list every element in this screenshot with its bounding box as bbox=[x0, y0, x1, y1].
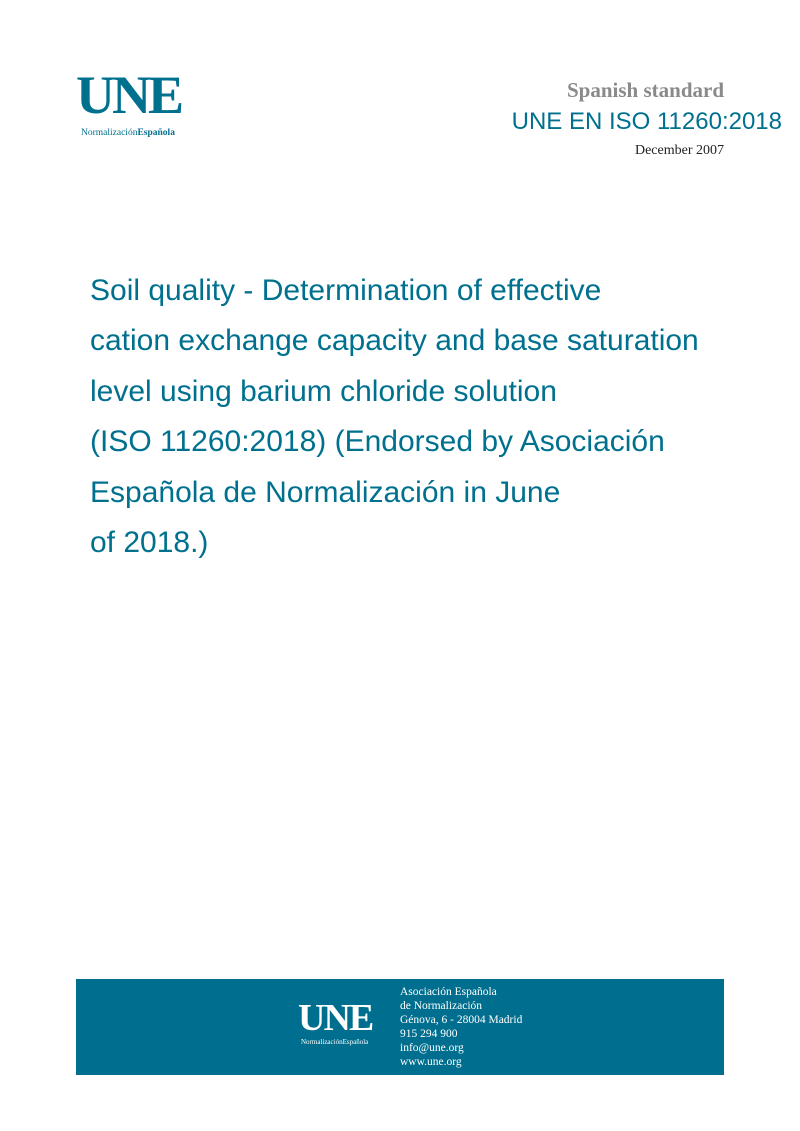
title-line: level using barium chloride solution bbox=[90, 374, 557, 408]
title-line: cation exchange capacity and base saturation bbox=[90, 324, 699, 358]
footer-logo bbox=[298, 999, 383, 1055]
document-kind: Spanish standard bbox=[567, 78, 724, 102]
logo-sub-normal: Normalización bbox=[81, 128, 138, 138]
footer-logo-sub-normal: Normalización bbox=[301, 1038, 343, 1046]
logo-wordmark: UNE bbox=[76, 65, 182, 125]
footer-email[interactable]: info@une.org bbox=[400, 1042, 464, 1054]
footer-phone[interactable]: 915 294 900 bbox=[400, 1028, 458, 1040]
footer-contact bbox=[400, 985, 522, 1069]
une-logo bbox=[76, 65, 201, 146]
title-line: (ISO 11260:2018) (Endorsed by Asociación bbox=[90, 425, 665, 459]
footer-band bbox=[76, 979, 724, 1075]
footer-logo-wordmark: UNE bbox=[298, 997, 373, 1039]
footer-logo-sub-second: Española bbox=[342, 1038, 369, 1046]
standard-code: UNE EN ISO 11260:2018 bbox=[511, 108, 782, 135]
title-line: Española de Normalización in June bbox=[90, 475, 561, 509]
title-line: of 2018.) bbox=[90, 526, 209, 560]
logo-sub-bold: Española bbox=[137, 128, 175, 138]
footer-address: Génova, 6 - 28004 Madrid bbox=[400, 1014, 523, 1026]
footer-website[interactable]: www.une.org bbox=[400, 1056, 462, 1068]
logo-subtitle bbox=[81, 128, 175, 138]
title-line: Soil quality - Determination of effective bbox=[90, 274, 602, 307]
document-title bbox=[90, 266, 760, 568]
footer-org-name-cont: de Normalización bbox=[400, 1000, 483, 1012]
footer-logo-subtitle bbox=[301, 1038, 368, 1046]
footer-org-name: Asociación Española bbox=[400, 986, 497, 998]
publication-date: December 2007 bbox=[634, 143, 724, 158]
